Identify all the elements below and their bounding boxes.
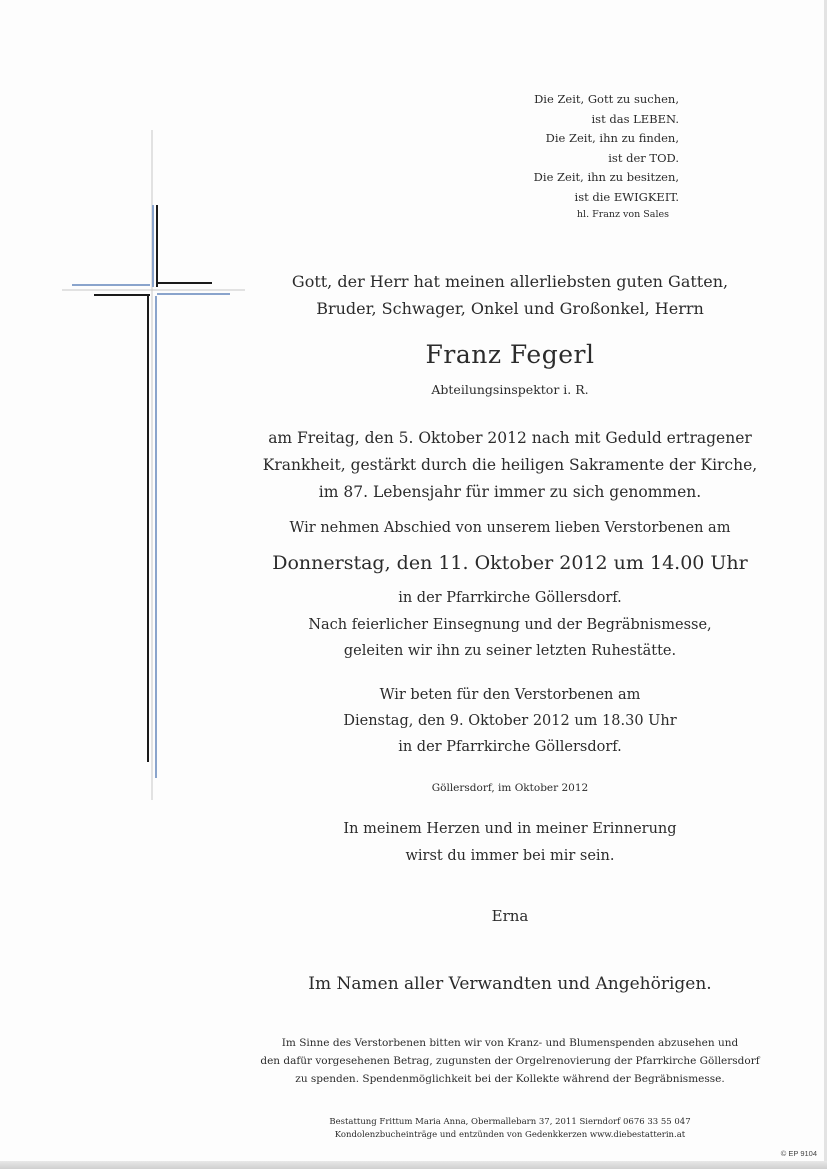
- deceased-title: Abteilungsinspektor i. R.: [431, 382, 589, 397]
- death-notice-line: Krankheit, gestärkt durch die heiligen Sakramente der Kirche,: [262, 456, 758, 474]
- funeral-date: Donnerstag, den 11. Oktober 2012 um 14.00 Uhr: [272, 552, 748, 574]
- copyright-mark: © EP 9104: [780, 1149, 817, 1158]
- memory-line: In meinem Herzen und in meiner Erinnerung: [343, 821, 677, 837]
- prayer-notice: [250, 682, 770, 760]
- quote-line: Die Zeit, ihn zu besitzen,: [533, 170, 679, 184]
- page-edge-bottom: [0, 1161, 827, 1169]
- donation-notice-line: Im Sinne des Verstorbenen bitten wir von Kranz- und Blumenspenden abzusehen und: [281, 1037, 739, 1049]
- death-notice: [250, 425, 770, 506]
- memory-line: wirst du immer bei mir sein.: [405, 847, 615, 864]
- deceased-name: Franz Fegerl: [425, 340, 595, 369]
- family-line: Im Namen aller Verwandten und Angehörigen.: [308, 974, 712, 994]
- quote-line: Die Zeit, Gott zu suchen,: [534, 92, 679, 106]
- prayer-line: Wir beten für den Verstorbenen am: [379, 687, 641, 703]
- death-notice-line: am Freitag, den 5. Oktober 2012 nach mit Geduld ertragener: [268, 429, 752, 447]
- memory-text: [250, 816, 770, 869]
- footer-line: Bestattung Frittum Maria Anna, Obermallebarn 37, 2011 Sierndorf 0676 33 55 047: [329, 1117, 691, 1127]
- donation-notice-line: zu spenden. Spendenmöglichkeit bei der Kollekte während der Begräbnismesse.: [295, 1073, 725, 1085]
- prayer-line: in der Pfarrkirche Göllersdorf.: [398, 739, 622, 755]
- funeral-place: [250, 585, 770, 665]
- quote-line: ist das LEBEN.: [591, 111, 679, 126]
- funeral-place-line: in der Pfarrkirche Göllersdorf.: [398, 590, 622, 606]
- intro-line: Gott, der Herr hat meinen allerliebsten guten Gatten,: [291, 272, 729, 291]
- intro-text: [250, 268, 770, 322]
- funeral-place-line: Nach feierlicher Einsegnung und der Begräbnismesse,: [308, 616, 712, 633]
- prayer-line: Dienstag, den 9. Oktober 2012 um 18.30 Uhr: [343, 713, 677, 729]
- place-date: Göllersdorf, im Oktober 2012: [431, 782, 589, 794]
- farewell-intro: Wir nehmen Abschied von unserem lieben Verstorbenen am: [289, 520, 731, 536]
- funeral-place-line: geleiten wir ihn zu seiner letzten Ruhestätte.: [343, 643, 677, 659]
- donation-notice: [250, 1034, 770, 1088]
- signer-name: Erna: [491, 907, 529, 925]
- undertaker-footer: [250, 1116, 770, 1142]
- intro-line: Bruder, Schwager, Onkel und Großonkel, Herrn: [316, 299, 704, 318]
- donation-notice-line: den dafür vorgesehenen Betrag, zugunsten der Orgelrenovierung der Pfarrkirche Göllersdorf: [260, 1055, 760, 1067]
- death-notice-line: im 87. Lebensjahr für immer zu sich genommen.: [318, 483, 702, 501]
- quote-line: ist der TOD.: [608, 150, 679, 165]
- footer-line: Kondolenzbucheinträge und entzünden von Gedenkkerzen www.diebestatterin.at: [334, 1130, 686, 1140]
- quote-attribution: hl. Franz von Sales: [576, 209, 669, 220]
- quote-line: Die Zeit, ihn zu finden,: [545, 131, 679, 145]
- quote-line: ist die EWIGKEIT.: [574, 189, 679, 204]
- quote-block: [419, 90, 679, 223]
